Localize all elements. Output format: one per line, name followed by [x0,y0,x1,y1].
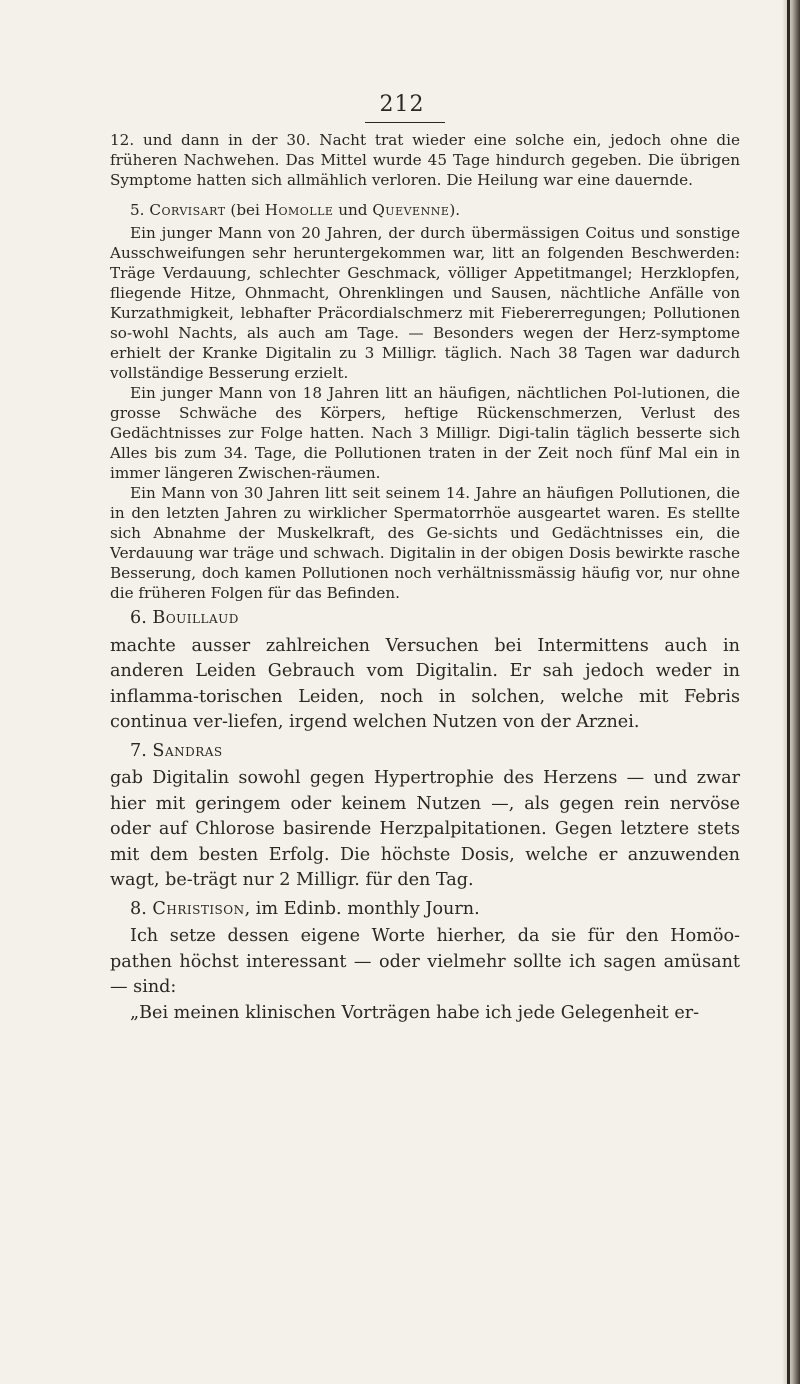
page-body [110,130,740,1026]
author-name: Quevenne [372,201,450,219]
author-name: Bouillaud [152,608,239,628]
heading-number: 6. [130,608,147,628]
heading-number: 5. [130,201,145,219]
author-name: Sandras [152,740,223,761]
heading-number: 7. [130,740,147,761]
spacer [110,190,740,196]
case-paragraph: Ein junger Mann von 18 Jahren litt an häufigen, nächtlichen Pol-lutionen, die grosse Schwäche des Körpers, heftige Rückenschmerzen, Verlust des Gedächtnisses zur Folge hatten. Nach 3 Milligr. Digi-talin täglich besserte sich Alles bis zum 34. Tage, die Pollutionen traten in der Zeit noch fünf Mal ein in immer längeren Zwischen-räumen. [110,384,740,482]
case-paragraph: Ein Mann von 30 Jahren litt seit seinem 14. Jahre an häufigen Pollutionen, die in den letzten Jahren zu wirklicher Spermatorrhöe ausgeartet waren. Es stellte sich Abnahme der Muskelkraft, des Ge-sichts und Gedächtnisses ein, die Verdauung war träge und schwach. Digitalin in der obigen Dosis bewirkte rasche Besserung, doch kamen Pollutionen noch verhältnissmässig häufig vor, nur ohne die früheren Folgen für das Befinden. [110,484,740,602]
page-edge-shadow [782,0,800,1384]
case-paragraph: Ein junger Mann von 20 Jahren, der durch übermässigen Coitus und sonstige Ausschweifungen sehr heruntergekommen war, litt an folgenden Beschwerden: Träge Verdauung, schlechter Geschmack, völliger Appetitmangel; Herzklopfen, fliegende Hitze, Ohnmacht, Ohrenklingen und Sausen, nächtliche Anfälle von Kurzathmigkeit, lebhafter Präcordialschmerz mit Fiebererregungen; Pollutionen so-wohl Nachts, als auch am Tage. — Besonders wegen der Herz-symptome erhielt der Kranke Digitalin zu 3 Milligr. täglich. Nach 38 Tagen war dadurch vollständige Besserung erzielt. [110,224,740,382]
section-heading-corvisart [110,200,740,220]
section-heading-bouillaud [110,606,740,632]
section-heading-sandras [110,739,740,765]
heading-text: und [333,201,373,219]
quote-paragraph: „Bei meinen klinischen Vorträgen habe ich jede Gelegenheit er- [130,1002,700,1023]
page-edge-line [787,0,790,1384]
case-12-continuation: 12. und dann in der 30. Nacht trat wieder eine solche ein, jedoch ohne die früheren Nachwehen. Das Mittel wurde 45 Tage hindurch gegeben. Die übrigen Symptome hatten sich allmählich verloren. Die Heilung war eine dauernde. [110,131,740,189]
body-paragraph: gab Digitalin sowohl gegen Hypertrophie des Herzens — und zwar hier mit geringem oder keinem Nutzen —, als gegen rein nervöse oder auf Chlorose basirende Herzpalpitationen. Gegen letztere stets mit dem besten Erfolg. Die höchste Dosis, welche er anzuwenden wagt, be-trägt nur 2 Milligr. für den Tag. [110,768,740,890]
large-type-section [110,606,740,1026]
author-name: Christison [152,898,245,919]
heading-number: 8. [130,898,147,919]
section-heading-christison [110,897,740,923]
heading-text: (bei [225,201,265,219]
page-number-underline [365,122,445,123]
author-name: Corvisart [149,201,226,219]
heading-text: , im Edinb. monthly Journ. [244,898,480,919]
body-paragraph: machte ausser zahlreichen Versuchen bei Intermittens auch in anderen Leiden Gebrauch vom Digitalin. Er sah jedoch weder in inflamma-torischen Leiden, noch in solchen, welche mit Febris continua ver-liefen, irgend welchen Nutzen von der Arznei. [110,635,740,732]
author-name: Homolle [264,201,334,219]
body-paragraph: Ich setze dessen eigene Worte hierher, da sie für den Homöo-pathen höchst interessant — oder vielmehr sollte ich sagen amüsant — sind: [110,926,740,997]
heading-text: ). [449,201,461,219]
page-number: 212 [379,92,425,117]
